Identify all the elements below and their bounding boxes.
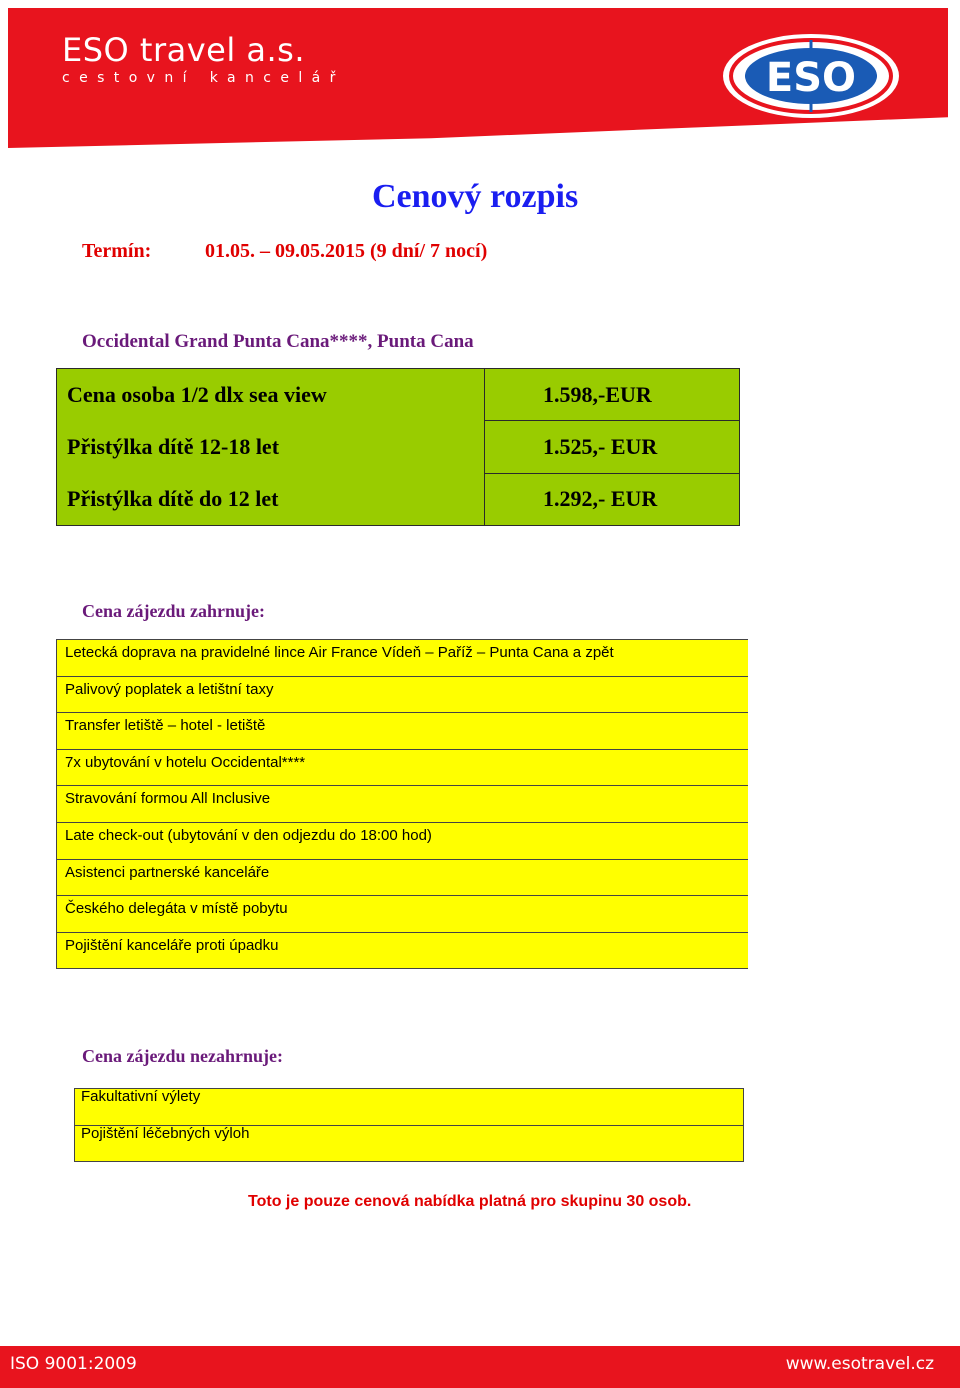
included-list bbox=[56, 639, 748, 969]
list-item: Českého delegáta v místě pobytu bbox=[57, 895, 748, 932]
price-label: Přistýlka dítě 12-18 let bbox=[57, 421, 485, 473]
price-value: 1.525,- EUR bbox=[485, 421, 740, 473]
price-row bbox=[57, 473, 740, 525]
logo-text: ESO bbox=[765, 55, 857, 101]
offer-note: Toto je pouze cenová nabídka platná pro skupinu 30 osob. bbox=[248, 1193, 692, 1210]
website-link[interactable]: www.esotravel.cz bbox=[785, 1354, 934, 1374]
price-value: 1.598,-EUR bbox=[543, 381, 652, 407]
brand bbox=[62, 32, 345, 86]
price-table bbox=[56, 368, 740, 526]
price-row bbox=[57, 369, 740, 421]
list-item: Letecká doprava na pravidelné lince Air France Vídeň – Paříž – Punta Cana a zpět bbox=[57, 639, 748, 676]
price-row bbox=[57, 421, 740, 473]
list-item: Pojištění kanceláře proti úpadku bbox=[57, 932, 748, 969]
list-item: Fakultativní výlety bbox=[81, 1088, 201, 1105]
list-item: Palivový poplatek a letištní taxy bbox=[57, 676, 748, 713]
list-item: Late check-out (ubytování v den odjezdu do 18:00 hod) bbox=[57, 822, 748, 859]
iso-certification: ISO 9001:2009 bbox=[10, 1354, 137, 1374]
price-label: Přistýlka dítě do 12 let bbox=[57, 473, 485, 525]
excluded-list bbox=[74, 1088, 744, 1162]
price-value: 1.292,- EUR bbox=[485, 473, 740, 525]
list-item: Stravování formou All Inclusive bbox=[57, 785, 748, 822]
page-title: Cenový rozpis bbox=[372, 178, 579, 215]
list-item: Pojištění léčebných výloh bbox=[75, 1125, 743, 1161]
term-label: Termín: bbox=[82, 240, 152, 262]
hotel-name: Occidental Grand Punta Cana****, Punta Cana bbox=[82, 331, 474, 352]
price-label: Cena osoba 1/2 dlx sea view bbox=[57, 369, 485, 421]
term-value: 01.05. – 09.05.2015 (9 dní/ 7 nocí) bbox=[205, 240, 488, 262]
brand-name: ESO travel a.s. bbox=[62, 31, 306, 69]
list-item: Transfer letiště – hotel - letiště bbox=[57, 712, 748, 749]
brand-subtitle: cestovní kancelář bbox=[62, 70, 345, 86]
excluded-heading: Cena zájezdu nezahrnuje: bbox=[82, 1046, 283, 1066]
included-heading: Cena zájezdu zahrnuje: bbox=[82, 601, 265, 621]
eso-logo bbox=[720, 32, 902, 120]
list-item: 7x ubytování v hotelu Occidental**** bbox=[57, 749, 748, 786]
list-item: Asistenci partnerské kanceláře bbox=[57, 859, 748, 896]
